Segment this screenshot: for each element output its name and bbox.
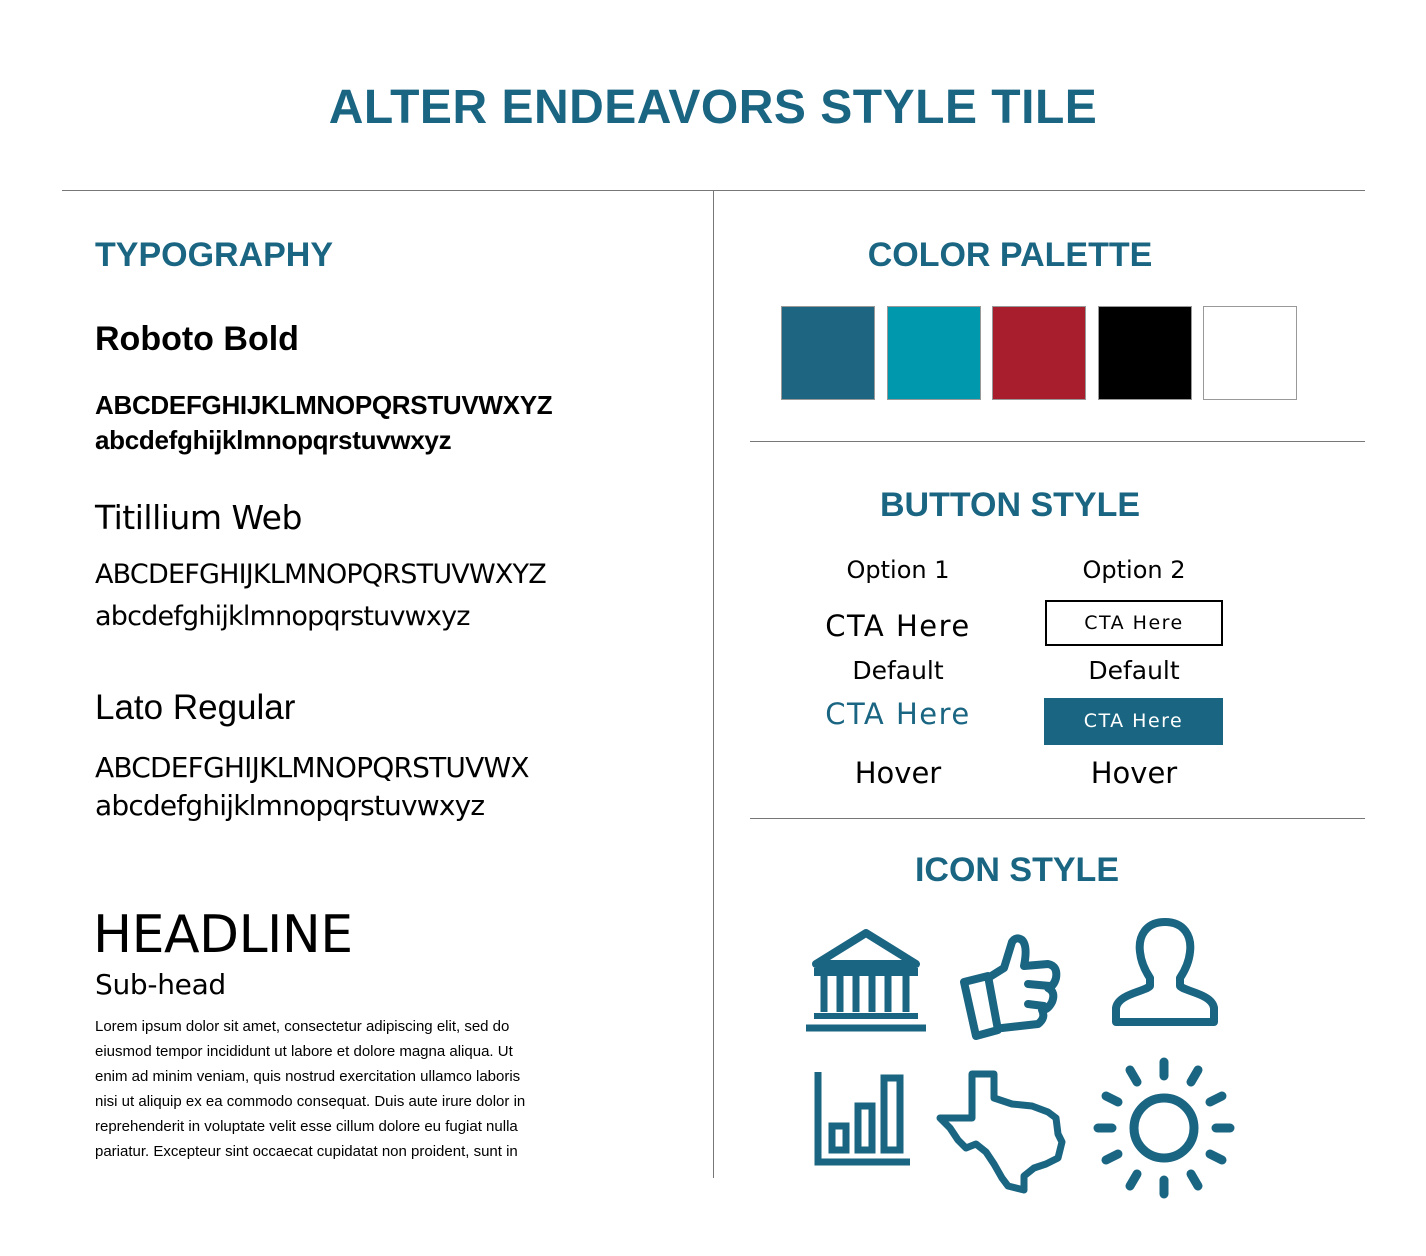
option-1-cta-hover[interactable]: CTA Here xyxy=(825,697,971,731)
page-title: ALTER ENDEAVORS STYLE TILE xyxy=(328,81,1098,134)
column-divider xyxy=(713,190,714,1178)
swatch-dark-teal xyxy=(781,306,875,400)
bank-icon xyxy=(804,928,928,1034)
color-palette-heading: COLOR PALETTE xyxy=(867,236,1153,274)
body-line: reprehenderit in voluptate velit esse cillum dolore eu fugiat nulla xyxy=(95,1118,518,1135)
palette-divider xyxy=(750,441,1365,442)
body-line: Lorem ipsum dolor sit amet, consectetur adipiscing elit, sed do xyxy=(95,1018,510,1035)
option-2-label: Option 2 xyxy=(1082,556,1186,584)
roboto-uppercase: ABCDEFGHIJKLMNOPQRSTUVWXYZ xyxy=(95,390,553,420)
thumbs-up-icon xyxy=(958,932,1064,1042)
typography-heading: TYPOGRAPHY xyxy=(95,236,334,274)
option-2-hover-label: Hover xyxy=(1090,756,1178,790)
option-1-cta-default[interactable]: CTA Here xyxy=(825,609,971,643)
option-1-hover-label: Hover xyxy=(854,756,942,790)
headline-sample: HEADLINE xyxy=(93,905,353,965)
option-1-default-label: Default xyxy=(852,656,944,685)
option-2-default-label: Default xyxy=(1088,656,1180,685)
lato-lowercase: abcdefghijklmnopqrstuvwxyz xyxy=(95,789,485,822)
font-name-lato: Lato Regular xyxy=(95,688,296,727)
body-line: eiusmod tempor incididunt ut labore et dolore magna aliqua. Ut xyxy=(95,1043,513,1060)
button-style-heading: BUTTON STYLE xyxy=(879,486,1141,524)
bar-chart-icon xyxy=(810,1070,912,1170)
icon-style-heading: ICON STYLE xyxy=(914,851,1120,889)
font-name-titillium: Titillium Web xyxy=(95,498,302,537)
titillium-lowercase: abcdefghijklmnopqrstuvwxyz xyxy=(95,601,470,632)
body-line: enim ad minim veniam, quis nostrud exercitation ullamco laboris xyxy=(95,1068,521,1085)
font-name-roboto: Roboto Bold xyxy=(95,320,299,358)
option-2-cta-default[interactable]: CTA Here xyxy=(1045,600,1223,646)
swatch-black xyxy=(1098,306,1192,400)
lato-uppercase: ABCDEFGHIJKLMNOPQRSTUVWX xyxy=(95,751,529,784)
swatch-white xyxy=(1203,306,1297,400)
body-line: nisi ut aliquip ex ea commodo consequat. Duis aute irure dolor in xyxy=(95,1093,526,1110)
sun-icon xyxy=(1092,1056,1236,1200)
user-icon xyxy=(1110,916,1220,1030)
titillium-uppercase: ABCDEFGHIJKLMNOPQRSTUVWXYZ xyxy=(95,559,546,590)
subhead-sample: Sub-head xyxy=(95,968,226,1001)
button-divider xyxy=(750,818,1365,819)
swatch-red xyxy=(992,306,1086,400)
option-1-label: Option 1 xyxy=(846,556,950,584)
roboto-lowercase: abcdefghijklmnopqrstuvwxyz xyxy=(95,425,452,455)
body-line: pariatur. Excepteur sint occaecat cupidatat non proident, sunt in xyxy=(95,1143,518,1160)
swatch-teal xyxy=(887,306,981,400)
texas-map-icon xyxy=(936,1068,1066,1196)
option-2-cta-hover[interactable]: CTA Here xyxy=(1044,698,1223,745)
body-text-sample xyxy=(95,1014,565,1164)
